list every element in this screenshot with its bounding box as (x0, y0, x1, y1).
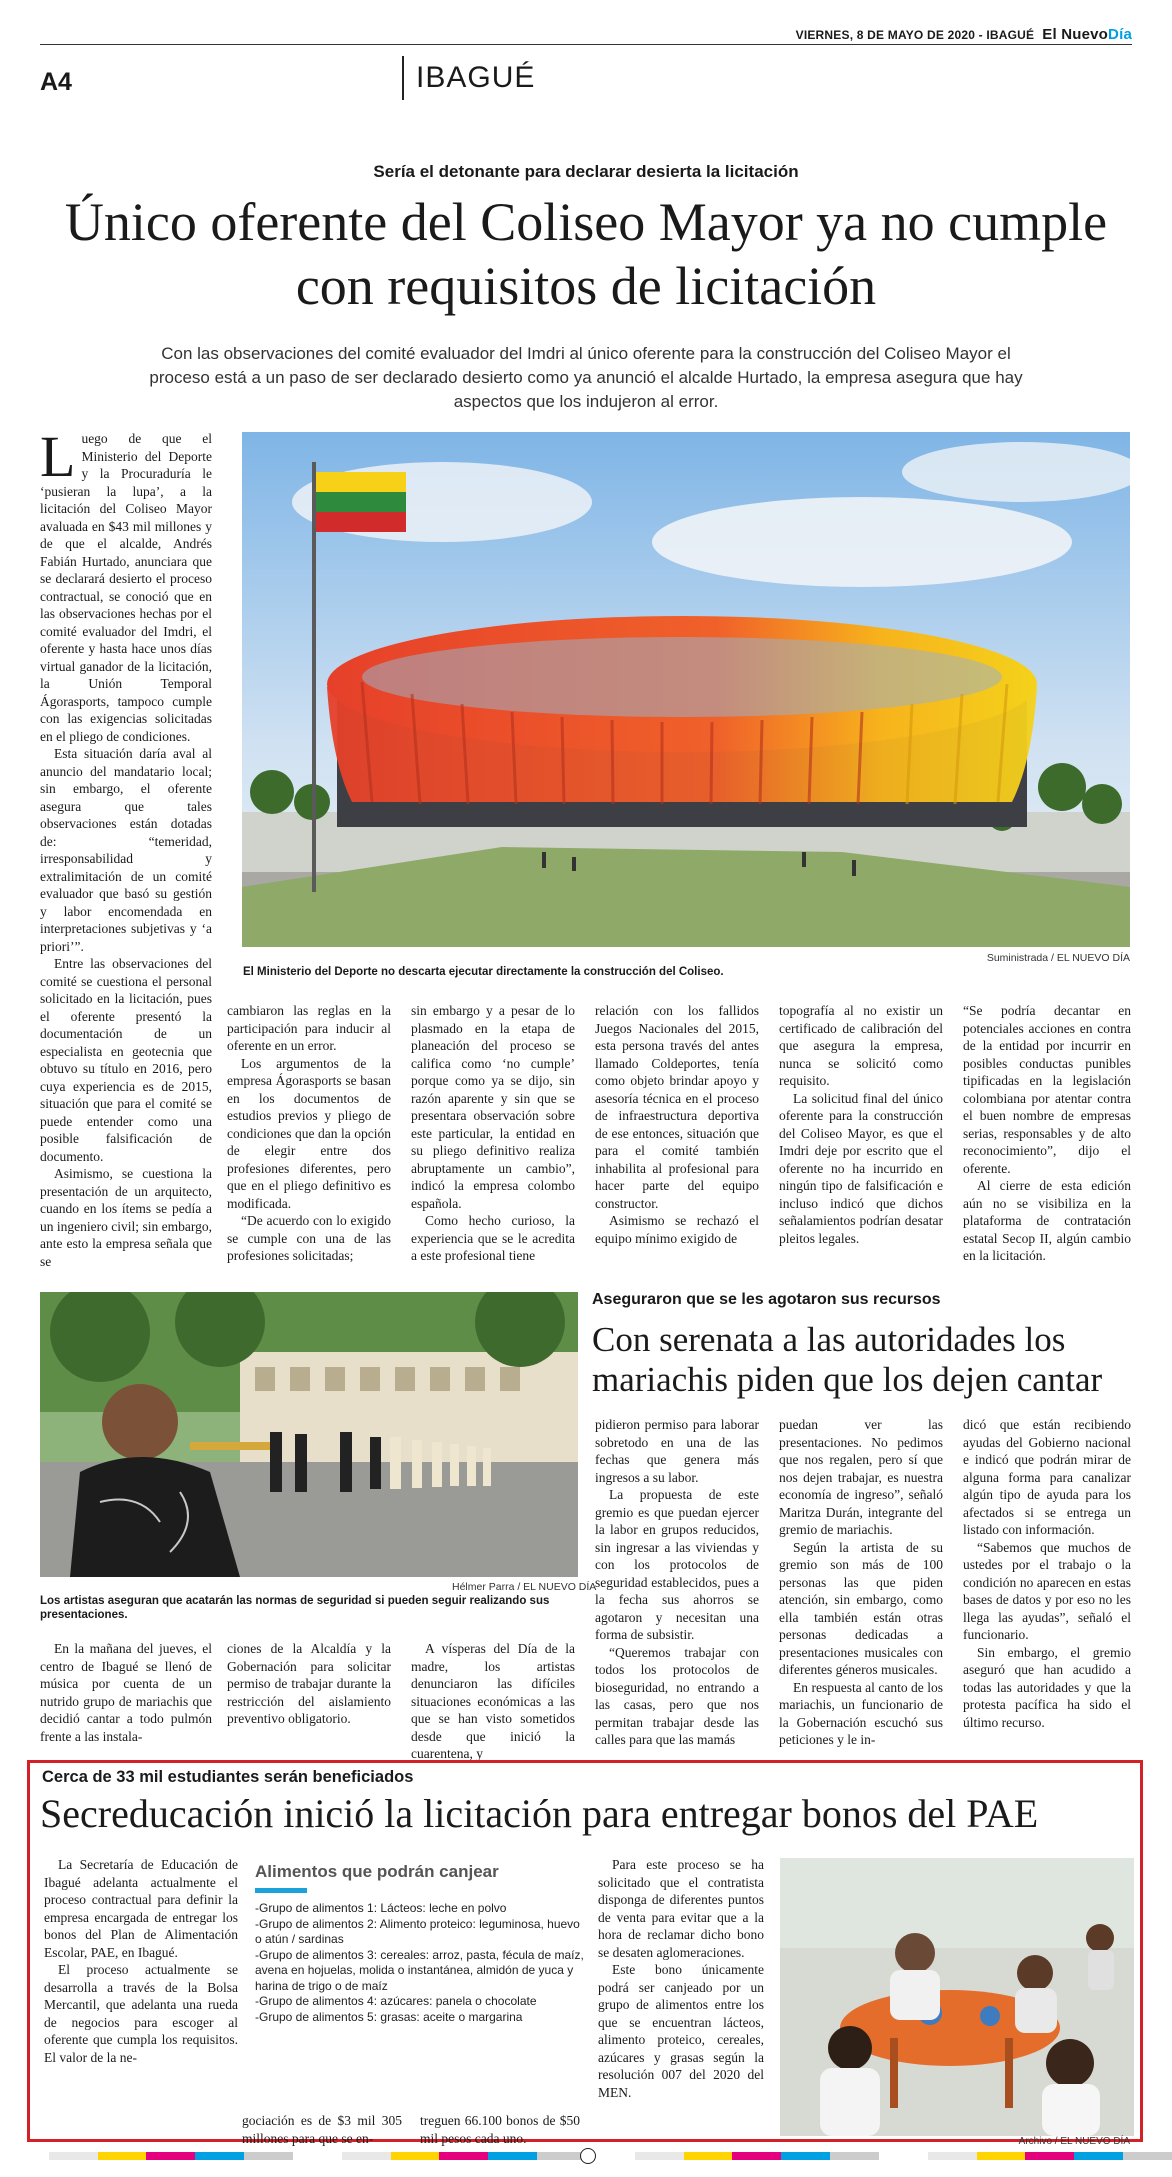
food-group-item: -Grupo de alimentos 1: Lácteos: leche en polvo (255, 1901, 507, 1915)
main-column-5 (779, 1002, 943, 1247)
mariachi-column-6 (963, 1416, 1131, 1731)
paragraph: Esta situación daría aval al anuncio del mandatario local; sin embargo, el oferente asegura que tales observaciones están dotadas de: “temeridad, irresponsabilidad y extralimitación de un comité evaluador que basó su gestión y labor encomendada en interpretaciones subjetivas y ‘a priori’”. (40, 746, 212, 954)
main-column-2 (227, 1002, 391, 1265)
paragraph: El proceso actualmente se desarrolla a través de la Bolsa Mercantil, que adelanta una rueda de negocios para escoger al oferente que cumpla los requisitos. El valor de la ne- (44, 1962, 238, 2065)
food-group-item: -Grupo de alimentos 2: Alimento proteico: leguminosa, huevo o atún / sardinas (255, 1916, 580, 1946)
paragraph: “Queremos trabajar con todos los protocolos de bioseguridad, no entrando a las casas, pero que nos permitan trabajar desde las calles para que las mamás (595, 1644, 759, 1747)
paragraph: dicó que están recibiendo ayudas del Gobierno nacional e indicó que podrán mirar de alguna forma para canalizar algún tipo de ayuda para los afectados si se entrega un listado con información. (963, 1417, 1131, 1537)
paragraph: En respuesta al canto de los mariachis, un funcionario de la Gobernación escuchó sus peticiones y le in- (779, 1679, 943, 1747)
paragraph: Luego de que el Ministerio del Deporte y la Procuraduría le ‘pusieran la lupa’, a la licitación del Coliseo Mayor avaluada en $43 mil millones y de que el alcalde, Andrés Fabián Hurtado, anunciara que se declarará desierto el proceso contractual, se conoció que en las observaciones hechas por el comité evaluador del Imdri, el oferente y hasta hace unos días virtual ganador de la licitación, la Unión Temporal Ágorasports, tampoco cumple con las exigencias solicitadas en el pliego de condiciones. (40, 424, 212, 744)
pae-column-3 (420, 2112, 580, 2147)
paragraph: La solicitud final del único oferente para la construcción del Coliseo Mayor, es que el Imdri deje por escrito que el oferente no ha incurrido en ningún tipo de falsificación e incluso indicó que dichos señalamientos podrían desatar pleitos legales. (779, 1090, 943, 1246)
paragraph: La Secretaría de Educación de Ibagué adelanta actualmente el proceso contractual para definir la empresa encargada de entregar los bonos del Plan de Alimentación Escolar, PAE, en Ibagué. (44, 1857, 238, 1960)
paragraph: Los argumentos de la empresa Ágorasports se basan en los documentos de estudios previos y pliego de condiciones que dan la opción de elegir entre dos profesiones diferentes, pero que en el pliego definitivo es modificada. (227, 1055, 391, 1211)
pae-column-2 (242, 2112, 402, 2147)
main-column-6 (963, 1002, 1131, 1265)
paragraph: La propuesta de este gremio es que puedan ejercer la labor en grupos reducidos, sin ingresar a las viviendas y con los protocolos de seguridad establecidos, pues a la fecha sus ahorros se agotaron y necesitan una forma de subsistir. (595, 1487, 759, 1642)
paragraph: “Se podría decantar en potenciales acciones en contra de la entidad por incurrir en posibles conductas punibles tipificadas en la legislación colombiana por atentar contra el buen nombre de empresas serias, responsables y de alto reconocimiento”, dijo el oferente. (963, 1003, 1131, 1176)
main-kicker: Sería el detonante para declarar desierta la licitación (373, 162, 799, 181)
food-group-item: -Grupo de alimentos 5: grasas: aceite o margarina (255, 2009, 523, 2024)
newspaper-logo: El NuevoDía (1042, 26, 1132, 43)
paragraph: puedan ver las presentaciones. No pedimos que nos regalen, pero sí que nos dejen trabajar, es nuestra economía de ingreso”, señaló Maritza Durán, integrante del gremio de mariachis. (779, 1417, 943, 1537)
main-photo-caption: El Ministerio del Deporte no descarta ejecutar directamente la construcción del Coliseo. (243, 966, 724, 978)
main-column-1 (40, 424, 212, 1270)
masthead-dateline (796, 26, 1132, 43)
paragraph: Asimismo, se cuestiona la presentación de un arquitecto, cuando en los ítems se pedía a un ingeniero civil; sin embargo, ante esto la empresa señala que se (40, 1166, 212, 1269)
paragraph: relación con los fallidos Juegos Nacionales del 2015, esta persona través del antes llamado Coldeportes, tenía como objeto brindar apoyo y asesoría técnica en el proceso de infraestructura deportiva de ese entonces, situación que para el comité también inhabilita al profesional para hacer parte del equipo constructor. (595, 1003, 759, 1211)
mariachi-photo-credit: Hélmer Parra / EL NUEVO DÍA (452, 1581, 597, 1593)
mariachi-headline: Con serenata a las autoridades los mariachis piden que los dejen cantar (592, 1320, 1103, 1399)
mariachi-column-3 (411, 1640, 575, 1763)
food-group-item: -Grupo de alimentos 3: cereales: arroz, pasta, fécula de maíz, avena en hojuelas, molida o instantánea, almidón de yuca y harina de trigo o de maíz (255, 1947, 584, 1993)
page-number: A4 (40, 68, 72, 96)
paragraph: cambiaron las reglas en la participación para inducir al oferente en un error. (227, 1003, 391, 1053)
main-headline: Único oferente del Coliseo Mayor ya no cumple con requisitos de licitación (64, 192, 1108, 316)
paragraph: ciones de la Alcaldía y la Gobernación para solicitar permiso de trabajar durante la restricción del aislamiento preventivo obligatorio. (227, 1641, 391, 1726)
paragraph: “Sabemos que muchos de ustedes por el trabajo o la condición no aparecen en estas bases de datos y por eso no les llega las ayudas”, señaló el funcionario. (963, 1539, 1131, 1642)
paragraph: topografía al no existir un certificado de calibración del que asegura la empresa, nunca se solicitó como requisito. (779, 1003, 943, 1088)
main-deck: Con las observaciones del comité evaluador del Imdri al único oferente para la construcción del Coliseo Mayor el proceso está a un paso de ser declarado desierto como ya anunció el alcalde Hurtado, la empresa asegura que hay aspectos que los indujeron al error. (149, 344, 1023, 411)
mariachi-column-2 (227, 1640, 391, 1728)
paragraph: pidieron permiso para laborar sobretodo en una de las fechas que genera más ingresos a su labor. (595, 1417, 759, 1485)
food-groups-sidebar (255, 1862, 585, 2025)
mariachis-photo (40, 1292, 578, 1577)
issue-date: VIERNES, 8 DE MAYO DE 2020 - IBAGUÉ (795, 28, 1035, 42)
mariachi-column-4 (595, 1416, 759, 1749)
pae-kicker: Cerca de 33 mil estudiantes serán beneficiados (42, 1768, 414, 1786)
pae-column-1 (44, 1856, 238, 2066)
paragraph: A vísperas del Día de la madre, los artistas denunciaron las difíciles situaciones económicas a las que se han visto sometidos desde que inició la cuarentena, y (411, 1641, 575, 1761)
paragraph: Sin embargo, el gremio aseguró que han acudido a todas las autoridades y que la protesta pacífica ha sido el último recurso. (963, 1644, 1131, 1730)
header-rule (40, 44, 1132, 45)
main-photo-credit: Suministrada / EL NUEVO DÍA (986, 952, 1130, 964)
paragraph: “De acuerdo con lo exigido se cumple con una de las profesiones solicitadas; (227, 1213, 391, 1263)
section-title: IBAGUÉ (402, 56, 535, 100)
paragraph: gociación es de $3 mil 305 millones para que se en- (242, 2113, 402, 2146)
mariachi-column-1 (40, 1640, 212, 1745)
registration-target-icon (580, 2148, 596, 2164)
paragraph: Este bono únicamente podrá ser canjeado por un grupo de alimentos entre los que se encuentran lácteos, alimento proteico, cereales, azúcares y grasas según la resolución 007 del 2020 del MEN. (598, 1962, 764, 2100)
main-column-4 (595, 1002, 759, 1247)
mariachi-column-5 (779, 1416, 943, 1749)
sidebar-accent-bar (255, 1888, 307, 1893)
food-group-item: -Grupo de alimentos 4: azúcares: panela o chocolate (255, 1994, 537, 2008)
paragraph: treguen 66.100 bonos de $50 mil pesos cada uno. (420, 2113, 580, 2146)
pae-photo-credit: Archivo / EL NUEVO DÍA (1018, 2136, 1130, 2147)
paragraph: Según la artista de su gremio son más de 100 personas las que piden atención, sin embargo, como ella también están otras personas dedicadas a presentaciones musicales con diferentes géneros musicales. (779, 1539, 943, 1677)
paragraph: sin embargo y a pesar de lo plasmado en la etapa de planeación del proceso se califica como ‘no cumple’ porque como ya se dijo, sin razón aparente y sin que se presentara observación sobre este particular, la entidad en su pliego definitivo realiza abruptamente un cambio”, indicó la empresa colombo española. (411, 1003, 575, 1211)
main-column-3 (411, 1002, 575, 1265)
coliseo-rendering-photo (242, 432, 1130, 947)
paragraph: Al cierre de esta edición aún no se visibiliza en la plataforma de contratación estatal Secop II, algún cambio en la licitación. (963, 1178, 1131, 1263)
pae-headline: Secreducación inició la licitación para entregar bonos del PAE (40, 1791, 1039, 1836)
sidebar-title: Alimentos que podrán canjear (255, 1862, 499, 1881)
drop-cap: L (40, 424, 76, 489)
mariachi-kicker: Aseguraron que se les agotaron sus recursos (592, 1291, 941, 1308)
students-eating-photo (780, 1858, 1134, 2136)
paragraph: Entre las observaciones del comité se cuestiona el personal solicitado en la licitación, pues el oferente presentó la documentación de un especialista en geotecnia que obtuvo su título en 2016, pero cuya experiencia es de 2015, situación que para el comité se puede entender como una posible falsificación de documento. (40, 956, 212, 1164)
mariachi-photo-caption: Los artistas aseguran que acatarán las normas de seguridad si pueden seguir realizando sus presentaciones. (40, 1595, 550, 1621)
paragraph: Para este proceso se ha solicitado que el contratista disponga de diferentes puntos de venta para evitar que a la hora de reclamar dicho bono se desaten aglomeraciones. (598, 1857, 764, 1960)
paragraph: En la mañana del jueves, el centro de Ibagué se llenó de música por cuenta de un nutrido grupo de mariachis que decidió cantar a todo pulmón frente a las instala- (40, 1641, 212, 1744)
pae-column-4 (598, 1856, 764, 2101)
paragraph: Como hecho curioso, la experiencia que se le acredita a este profesional tiene (411, 1213, 575, 1263)
paragraph: Asimismo se rechazó el equipo mínimo exigido de (595, 1213, 759, 1246)
